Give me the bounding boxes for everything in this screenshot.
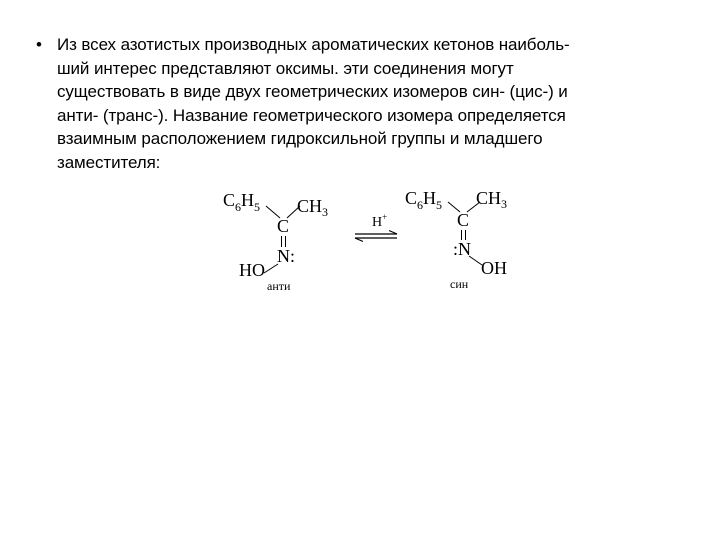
bullet-point-icon: • bbox=[36, 35, 42, 54]
bullet-text bbox=[57, 33, 686, 174]
right-carbon-atom: C bbox=[457, 210, 470, 230]
equilibrium-arrows bbox=[355, 212, 397, 242]
syn-isomer-structure bbox=[405, 188, 507, 291]
left-hydroxyl-group: HO bbox=[239, 260, 265, 280]
isomerization-scheme bbox=[205, 185, 535, 295]
text-line: взаимным расположением гидроксильной группы и младшего bbox=[57, 129, 543, 148]
anti-isomer-structure bbox=[223, 190, 328, 293]
reaction-scheme-figure bbox=[205, 185, 535, 295]
left-aryl-formula: $C_6H_5$ bbox=[223, 190, 261, 214]
text-line: анти- (транс-). Название геометрического изомера определяется bbox=[57, 105, 566, 125]
right-hydroxyl-group: OH bbox=[481, 258, 507, 278]
text-line: существовать в виде двух геометрических изомеров син- (цис-) и bbox=[57, 82, 568, 101]
text-line: заместителя: bbox=[57, 152, 161, 172]
right-aryl-formula: $C_6H_5$ bbox=[405, 188, 443, 212]
left-carbon-atom: C bbox=[277, 216, 290, 236]
text-line: ший интерес представляют оксимы. эти соединения могут bbox=[57, 58, 514, 78]
left-nitrogen-atom: N: bbox=[277, 246, 295, 266]
left-methyl-formula: $CH_3$ bbox=[297, 196, 329, 219]
anti-isomer-label: анти bbox=[267, 279, 291, 293]
catalyst-label: H+ bbox=[372, 212, 388, 230]
syn-isomer-label: син bbox=[450, 277, 469, 291]
right-methyl-formula: $CH_3$ bbox=[476, 188, 508, 211]
text-line: Из всех азотистых производных ароматических кетонов наиболь- bbox=[57, 35, 570, 54]
right-nitrogen-atom: :N bbox=[453, 239, 471, 259]
left-n-o-bond bbox=[264, 264, 278, 273]
bullet-paragraph bbox=[36, 33, 686, 174]
